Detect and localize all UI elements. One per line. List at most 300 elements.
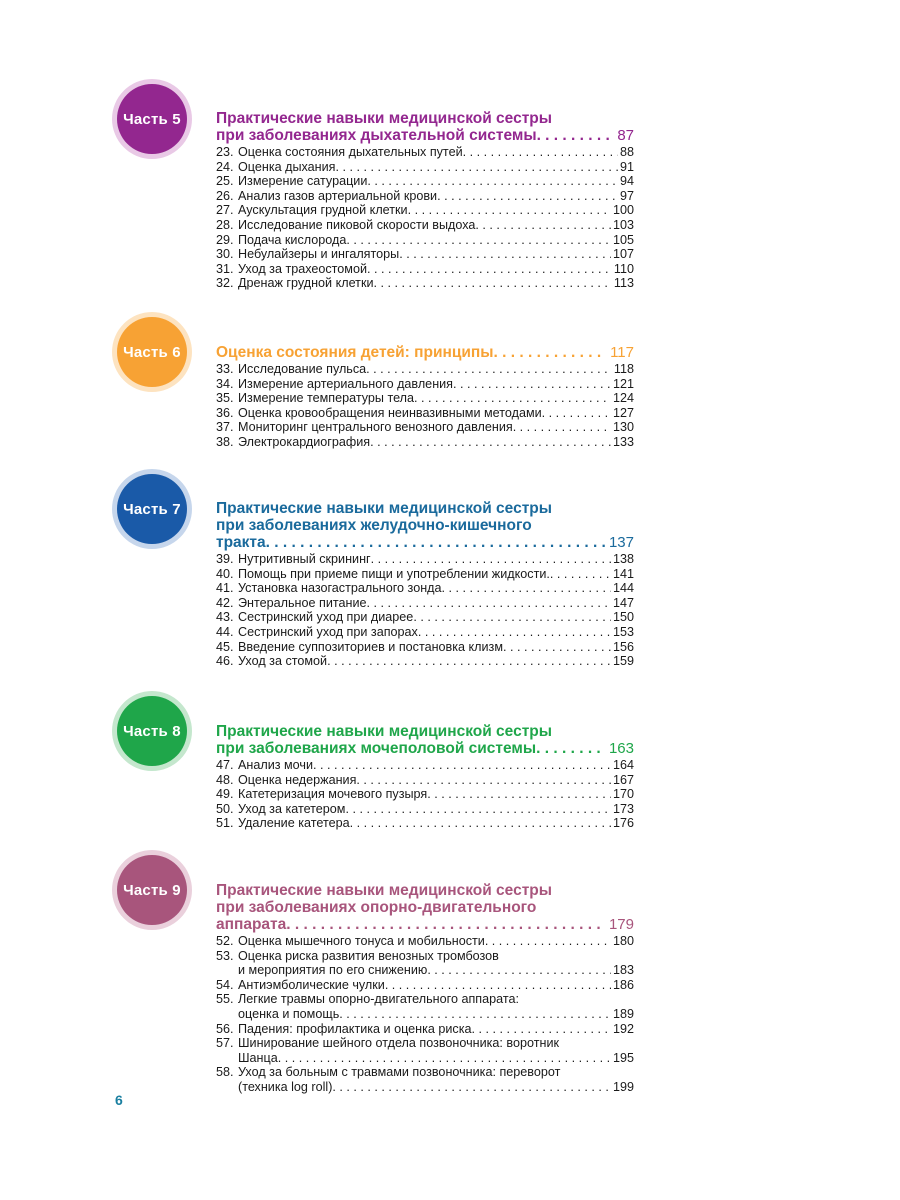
toc-entry[interactable] [216,773,634,788]
entry-title-line [238,233,634,248]
entry-title-line [238,773,634,788]
toc-entry[interactable] [216,262,634,277]
entry-title-line [238,802,634,817]
dot-leader [413,610,611,625]
entry-page-number: 88 [619,145,634,159]
toc-entry[interactable] [216,978,634,993]
part-title-text: Оценка состояния детей: принципы [216,344,494,361]
entry-title: Мониторинг центрального венозного давления [238,420,513,435]
entry-title: Уход за трахеостомой [238,261,368,276]
entry-title: Оценка дыхания [238,159,336,174]
part-title-line: при заболеваниях опорно-двигательного [216,899,537,916]
entry-body [238,802,634,817]
entry-title-line [238,654,634,669]
toc-entry[interactable] [216,189,634,204]
entry-title-line: Оценка риска развития венозных тромбозов [238,948,499,963]
toc-entry[interactable] [216,160,634,175]
entry-number: 34. [216,376,234,391]
entry-page-number: 113 [613,276,634,291]
entry-body [238,773,634,788]
entry-title: и мероприятия по его снижению [238,963,428,978]
dot-leader [475,218,611,233]
dot-leader [370,435,611,450]
entry-number: 48. [216,772,234,787]
part-page-number: 179 [608,916,634,933]
entry-body [238,581,634,596]
part-badge: Часть 6 [117,317,187,387]
part-title-line [216,740,634,757]
entry-page-number: 186 [612,977,634,992]
entry-title-line [238,189,634,204]
entry-page-number: 189 [612,1006,634,1021]
part-title[interactable] [216,110,634,144]
entry-number: 31. [216,261,234,276]
entry-title: Антиэмболические чулки [238,977,385,992]
entry-number: 56. [216,1021,234,1036]
dot-leader [408,203,611,218]
entry-title: Электрокардиография [238,434,371,449]
part-title[interactable] [216,723,634,757]
entry-page-number: 176 [612,816,634,831]
entry-page-number: 156 [612,639,634,654]
entry-body [238,596,634,611]
entry-body [238,406,634,421]
entry-number: 53. [216,948,234,963]
dot-leader [418,625,611,640]
entry-page-number: 103 [612,217,634,232]
entry-body [238,247,634,262]
entry-number: 38. [216,434,234,449]
entry-body [238,654,634,669]
part-page-number: 117 [610,344,634,361]
entry-body [238,567,634,582]
part-title-line: Практические навыки медицинской сестры [216,723,552,740]
entry-title-line [238,640,634,655]
entry-page-number: 180 [612,934,634,948]
entry-number: 50. [216,801,234,816]
entry-number: 52. [216,934,234,948]
entry-number: 35. [216,391,234,406]
toc-entry[interactable] [216,233,634,248]
part-title-line: при заболеваниях желудочно-кишечного [216,517,532,534]
entry-title-line: Шинирование шейного отдела позвоночника: воротник [238,1036,559,1051]
toc-entry[interactable] [216,581,634,596]
entry-number: 40. [216,566,234,581]
entry-page-number: 147 [612,595,634,610]
part-title-line [216,916,634,933]
toc-items [216,552,634,669]
entry-title: Удаление катетера [238,816,350,831]
toc-items [216,934,634,1095]
entry-number: 27. [216,203,234,218]
dot-leader [427,787,611,802]
entry-body [238,377,634,392]
entry-title: Уход за катетером [238,801,346,816]
dot-leader [366,362,612,377]
entry-body [238,276,634,291]
dot-leader [472,1022,611,1037]
toc-entry[interactable] [216,1036,634,1065]
toc-entry[interactable] [216,174,634,189]
entry-title: Небулайзеры и ингаляторы [238,247,400,262]
entry-page-number: 150 [612,610,634,625]
entry-page-number: 91 [619,159,634,174]
entry-page-number: 110 [613,261,634,276]
part-title-line: Практические навыки медицинской сестры [216,110,552,127]
toc-entry[interactable] [216,435,634,450]
entry-number: 45. [216,639,234,654]
entry-title-line [238,1007,634,1022]
dot-leader [550,567,611,582]
dot-leader [385,978,611,993]
entry-title: Измерение сатурации [238,174,368,189]
part-page-number: 87 [617,127,634,144]
toc-entry[interactable] [216,640,634,655]
toc-entry[interactable] [216,758,634,773]
toc-entry[interactable] [216,787,634,802]
entry-title: Нутритивный скрининг [238,552,371,566]
part-badge: Часть 9 [117,855,187,925]
entry-title: Сестринский уход при запорах [238,624,418,639]
entry-number: 23. [216,145,234,159]
part-title-line [216,534,634,551]
entry-title-line [238,596,634,611]
entry-title: Введение суппозиториев и постановка клизм [238,639,503,654]
entry-number: 57. [216,1036,234,1051]
part-page-number: 137 [608,534,634,551]
entry-body [238,145,634,160]
entry-title: Измерение артериального давления [238,376,453,391]
dot-leader [542,406,611,421]
entry-title: Установка назогастрального зонда [238,581,442,596]
entry-title: Энтеральное питание [238,595,367,610]
dot-leader [339,1007,611,1022]
toc-entry[interactable] [216,406,634,421]
entry-page-number: 107 [612,247,634,262]
entry-number: 58. [216,1065,234,1080]
entry-title: Аускультация грудной клетки [238,203,408,218]
entry-title: Оценка состояния дыхательных путей [238,145,463,159]
entry-title-line [238,978,634,993]
entry-number: 54. [216,977,234,992]
dot-leader [350,816,611,831]
dot-leader [427,963,611,978]
toc-entry[interactable] [216,420,634,435]
entry-page-number: 159 [612,654,634,669]
toc-entry[interactable] [216,816,634,831]
dot-leader [266,534,605,551]
dot-leader [345,802,611,817]
entry-body [238,435,634,450]
entry-body [238,1036,634,1065]
entry-body [238,160,634,175]
entry-page-number: 124 [612,391,634,406]
entry-title-line: Уход за больным с травмами позвоночника: переворот [238,1065,561,1080]
part-title-text: при заболеваниях мочеполовой системы [216,740,537,757]
entry-body [238,610,634,625]
entry-number: 29. [216,232,234,247]
entry-body [238,218,634,233]
entry-page-number: 153 [612,624,634,639]
entry-title-line [238,406,634,421]
dot-leader [437,189,618,204]
entry-title-line [238,963,634,978]
entry-body [238,949,634,978]
entry-title-line [238,552,634,567]
entry-page-number: 173 [612,801,634,816]
dot-leader [503,640,611,655]
entry-body [238,391,634,406]
entry-title: Измерение температуры тела [238,391,415,406]
dot-leader [367,596,611,611]
toc-entry[interactable] [216,1022,634,1037]
entry-title-line [238,1022,634,1037]
entry-page-number: 94 [619,174,634,189]
entry-number: 51. [216,816,234,831]
entry-body [238,233,634,248]
entry-title-line [238,391,634,406]
entry-title-line [238,145,634,160]
entry-body [238,992,634,1021]
part-content [216,500,634,669]
entry-body [238,203,634,218]
dot-leader [414,391,611,406]
entry-body [238,934,634,949]
entry-title-line [238,934,634,949]
toc-entry[interactable] [216,218,634,233]
part-title-line: Практические навыки медицинской сестры [216,500,552,517]
entry-number: 55. [216,992,234,1007]
entry-title-line [238,625,634,640]
entry-title: Шанца [238,1050,278,1065]
toc-entry[interactable] [216,247,634,262]
entry-body [238,758,634,773]
entry-page-number: 105 [612,232,634,247]
entry-title: Уход за стомой [238,654,328,669]
entry-title: Оценка недержания [238,772,357,787]
entry-page-number: 167 [612,772,634,787]
dot-leader [313,758,611,773]
dot-leader [485,934,611,949]
part-title-line: Практические навыки медицинской сестры [216,882,552,899]
entry-page-number: 183 [612,963,634,978]
entry-page-number: 141 [612,566,634,581]
entry-title: Падения: профилактика и оценка риска [238,1021,472,1036]
part-title[interactable] [216,344,634,361]
dot-leader [367,262,612,277]
dot-leader [399,247,611,262]
entry-page-number: 130 [612,420,634,435]
part-title-text: тракта [216,534,266,551]
entry-title: (техника log roll) [238,1079,333,1094]
dot-leader [327,654,611,669]
toc-entry[interactable] [216,362,634,377]
toc-entry[interactable] [216,1065,634,1094]
page-number: 6 [115,1092,123,1108]
entry-title-line [238,581,634,596]
entry-title-line [238,420,634,435]
entry-title-line [238,1051,634,1066]
entry-number: 32. [216,276,234,291]
entry-title: Анализ газов артериальной крови [238,188,438,203]
entry-number: 24. [216,159,234,174]
entry-body [238,640,634,655]
part-title[interactable] [216,882,634,933]
part-badge: Часть 5 [117,84,187,154]
entry-title: Оценка мышечного тонуса и мобильности [238,934,485,948]
toc-entry[interactable] [216,276,634,291]
entry-title-line [238,174,634,189]
toc-items [216,362,634,450]
entry-title-line [238,362,634,377]
entry-title: Катетеризация мочевого пузыря [238,787,428,802]
entry-page-number: 138 [612,552,634,566]
entry-title-line [238,276,634,291]
dot-leader [494,344,607,361]
toc-items [216,145,634,291]
entry-title: Исследование пульса [238,362,367,376]
entry-title: Оценка кровообращения неинвазивными методами [238,405,542,420]
entry-page-number: 118 [613,362,634,376]
dot-leader [356,773,611,788]
dot-leader [367,174,618,189]
part-title-text: аппарата [216,916,287,933]
dot-leader [286,916,605,933]
toc-items [216,758,634,831]
entry-number: 28. [216,217,234,232]
entry-body [238,625,634,640]
entry-number: 47. [216,758,234,772]
entry-body [238,816,634,831]
toc-entry[interactable] [216,654,634,669]
dot-leader [442,581,611,596]
toc-entry[interactable] [216,949,634,978]
entry-title: оценка и помощь [238,1006,340,1021]
entry-number: 26. [216,188,234,203]
part-content [216,110,634,291]
toc-entry[interactable] [216,802,634,817]
entry-number: 49. [216,787,234,802]
entry-number: 33. [216,362,234,376]
entry-title-line [238,203,634,218]
toc-entry[interactable] [216,992,634,1021]
part-page-number: 163 [608,740,634,757]
entry-title-line [238,160,634,175]
entry-title: Помощь при приеме пищи и употреблении жидкости. [238,566,550,581]
entry-body [238,1065,634,1094]
toc-entry[interactable] [216,145,634,160]
dot-leader [463,145,618,160]
entry-page-number: 170 [612,787,634,802]
entry-title: Исследование пиковой скорости выдоха [238,217,476,232]
entry-title-line [238,758,634,773]
entry-page-number: 192 [612,1021,634,1036]
entry-page-number: 164 [612,758,634,772]
part-badge: Часть 8 [117,696,187,766]
entry-title-line [238,377,634,392]
dot-leader [278,1051,611,1066]
part-content [216,344,634,450]
entry-number: 43. [216,610,234,625]
entry-page-number: 127 [612,405,634,420]
entry-title-line [238,816,634,831]
entry-page-number: 133 [612,434,634,449]
entry-title: Подача кислорода [238,232,347,247]
dot-leader [346,233,611,248]
part-title-line [216,344,634,361]
entry-number: 36. [216,405,234,420]
entry-body [238,420,634,435]
toc-entry[interactable] [216,596,634,611]
entry-body [238,1022,634,1037]
entry-title-line: Легкие травмы опорно-двигательного аппарата: [238,992,519,1007]
toc-entry[interactable] [216,934,634,949]
entry-body [238,787,634,802]
entry-page-number: 121 [612,376,634,391]
toc-entry[interactable] [216,391,634,406]
part-content [216,882,634,1095]
dot-leader [537,127,614,144]
entry-body [238,189,634,204]
toc-entry[interactable] [216,567,634,582]
entry-title-line [238,218,634,233]
entry-page-number: 144 [612,581,634,596]
entry-page-number: 100 [612,203,634,218]
part-title[interactable] [216,500,634,551]
entry-number: 37. [216,420,234,435]
part-content [216,723,634,831]
part-title-text: при заболеваниях дыхательной системы [216,127,537,144]
dot-leader [536,740,605,757]
dot-leader [453,377,611,392]
dot-leader [371,552,611,567]
dot-leader [513,420,611,435]
toc-entry[interactable] [216,377,634,392]
dot-leader [336,160,618,175]
entry-title-line [238,435,634,450]
toc-entry[interactable] [216,610,634,625]
entry-number: 25. [216,174,234,189]
part-title-line [216,127,634,144]
entry-title: Сестринский уход при диарее [238,610,414,625]
dot-leader [374,276,612,291]
entry-title-line [238,1080,634,1095]
entry-number: 42. [216,595,234,610]
entry-page-number: 97 [619,188,634,203]
toc-entry[interactable] [216,203,634,218]
entry-page-number: 199 [612,1079,634,1094]
entry-number: 30. [216,247,234,262]
entry-title: Дренаж грудной клетки [238,276,374,291]
dot-leader [332,1080,611,1095]
part-badge: Часть 7 [117,474,187,544]
entry-title-line [238,567,634,582]
entry-title: Анализ мочи [238,758,313,772]
entry-body [238,262,634,277]
entry-number: 46. [216,654,234,669]
entry-body [238,978,634,993]
entry-page-number: 195 [612,1050,634,1065]
toc-entry[interactable] [216,625,634,640]
entry-title-line [238,787,634,802]
entry-body [238,174,634,189]
toc-entry[interactable] [216,552,634,567]
entry-number: 41. [216,581,234,596]
entry-body [238,552,634,567]
entry-title-line [238,610,634,625]
entry-title-line [238,262,634,277]
entry-body [238,362,634,377]
